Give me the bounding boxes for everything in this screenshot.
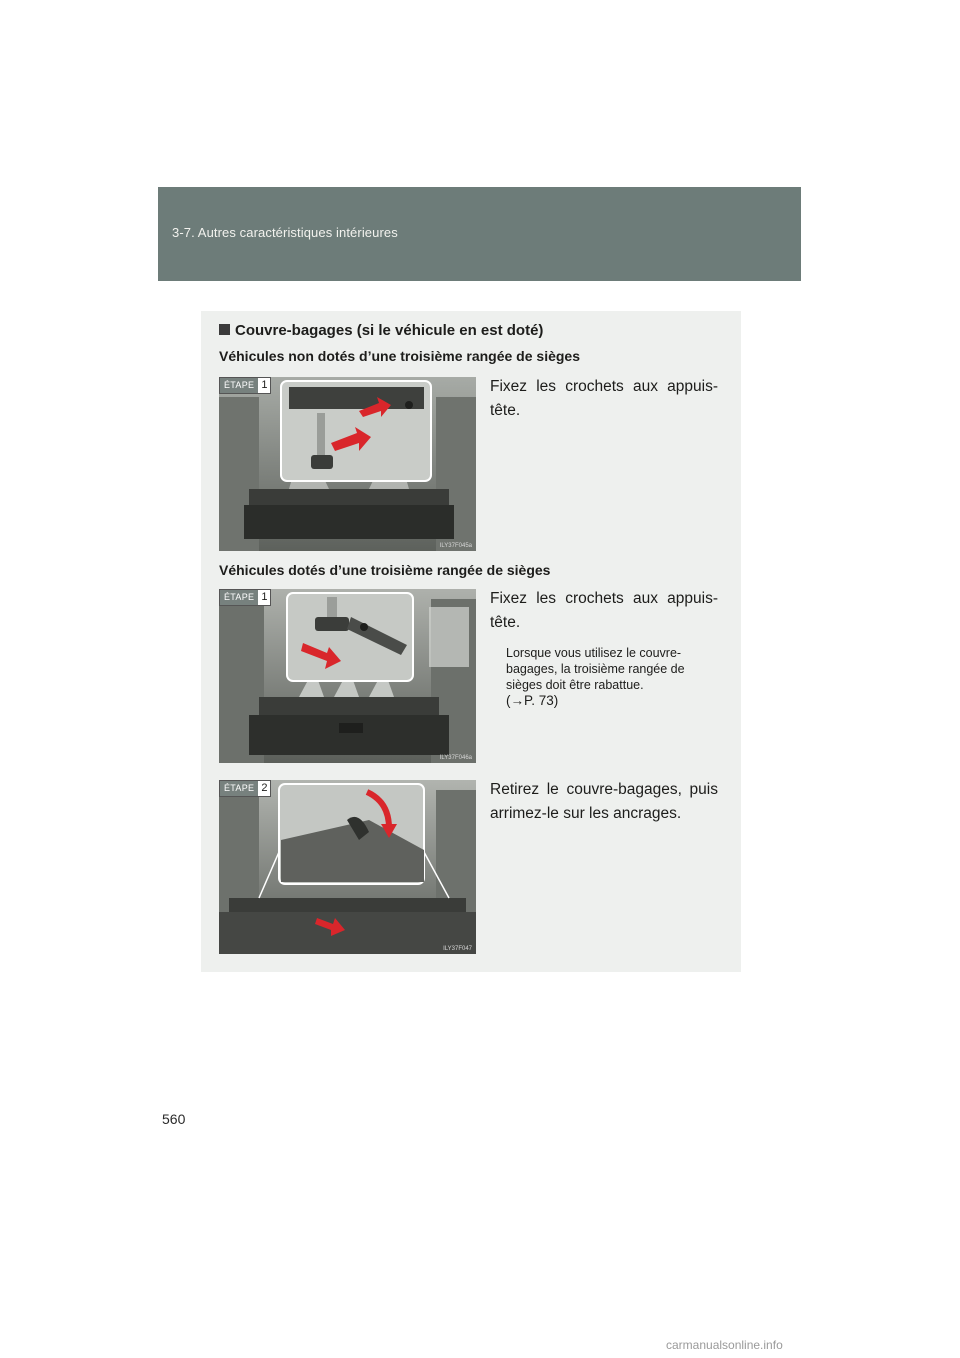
step-badge-1b: ÉTAPE 1 <box>219 589 271 606</box>
figure-code: ILY37F046a <box>439 755 472 761</box>
header-band <box>158 187 801 281</box>
page-number: 560 <box>162 1111 186 1127</box>
step-badge-1a: ÉTAPE 1 <box>219 377 271 394</box>
figure-code: ILY37F047 <box>443 946 472 952</box>
subheading-no-third-row: Véhicules non dotés d’une troisième rangée de sièges <box>219 348 580 364</box>
page-reference: (→P. 73) <box>506 693 559 708</box>
instruction-step2: Retirez le couvre-bagages, puis arrimez-le sur les ancrages. <box>490 781 718 822</box>
cargo-illustration-2 <box>219 589 476 763</box>
cargo-illustration-1 <box>219 377 476 551</box>
note-third-row: Lorsque vous utilisez le couvre-bagages, la troisième rangée de sièges doit être rabattue. (→P. 73) <box>506 646 685 708</box>
figure-code: ILY37F045a <box>439 543 472 549</box>
section-heading <box>219 322 543 339</box>
instruction-step1-no-third-row: Fixez les crochets aux appuis-tête. <box>490 378 718 419</box>
breadcrumb: 3-7. Autres caractéristiques intérieures <box>172 225 398 240</box>
cargo-illustration-3 <box>219 780 476 954</box>
section-heading-text: Couvre-bagages (si le véhicule en est doté) <box>235 322 544 339</box>
content-box <box>201 311 741 972</box>
subheading-third-row: Véhicules dotés d’une troisième rangée de sièges <box>219 562 551 578</box>
figure-hooks-headrests <box>219 377 476 551</box>
watermark: carmanualsonline.info <box>666 1338 783 1352</box>
figure-remove-cover <box>219 780 476 954</box>
figure-hooks-third-row <box>219 589 476 763</box>
instruction-step1-third-row: Fixez les crochets aux appuis-tête. <box>490 590 718 631</box>
square-bullet-icon <box>219 324 230 335</box>
step-badge-2: ÉTAPE 2 <box>219 780 271 797</box>
